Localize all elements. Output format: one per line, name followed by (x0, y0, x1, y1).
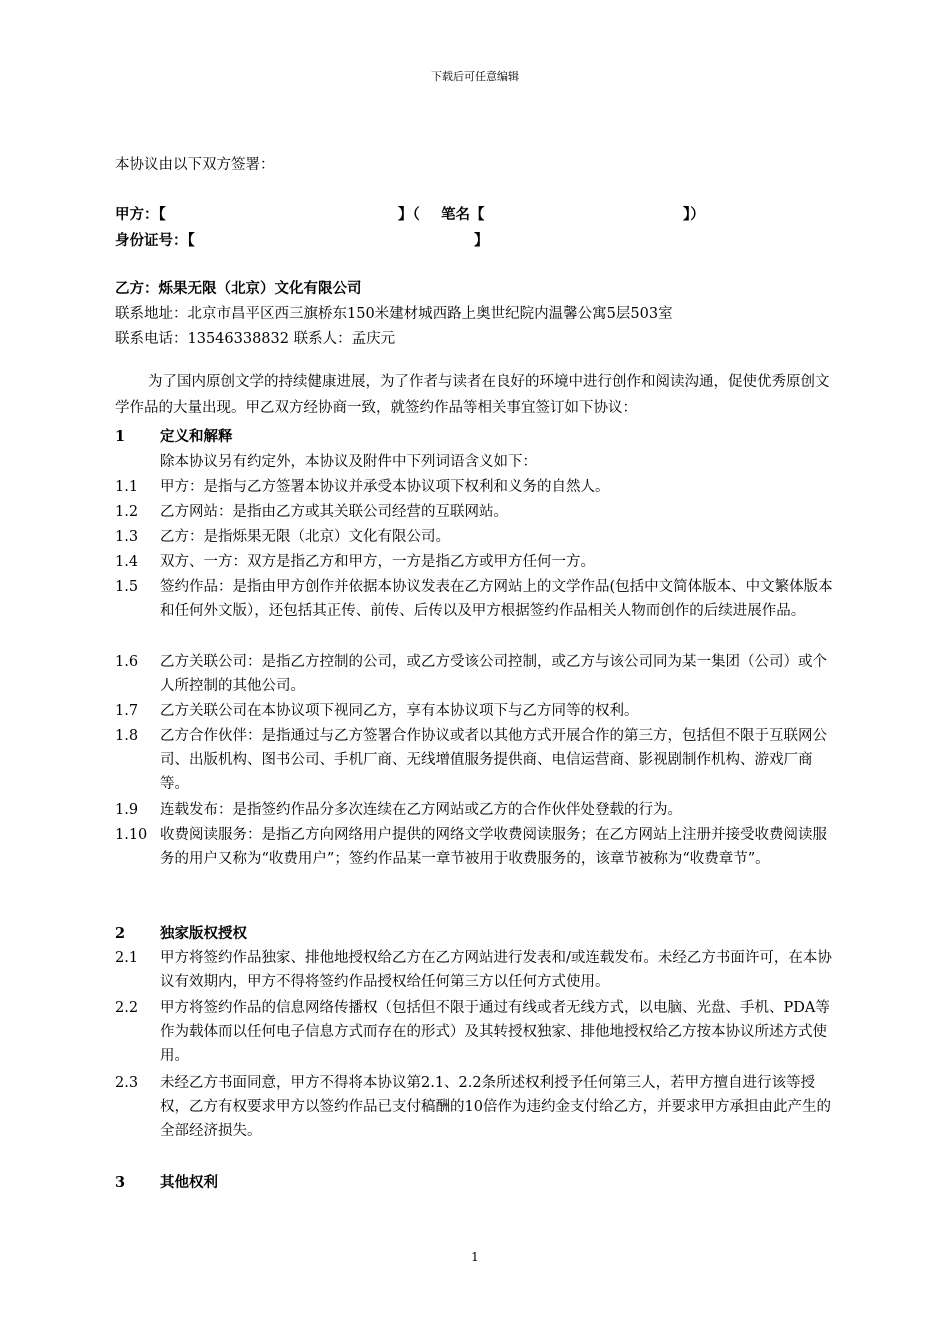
clause-text: 收费阅读服务：是指乙方向网络用户提供的网络文学收费阅读服务；在乙方网站上注册并接受收费阅读服务的用户又称为“收费用户”；签约作品某一章节被用于收费服务的，该章节被称为“收费章节”。 (160, 827, 827, 867)
section-number: 2 (115, 925, 126, 942)
clause-text: 甲方将签约作品独家、排他地授权给乙方在乙方网站进行发表和/或连载发布。未经乙方书面许可，在本协议有效期内，甲方不得将签约作品授权给任何第三方以任何方式使用。 (160, 950, 832, 990)
clause-item (115, 823, 837, 871)
clause-text: 乙方网站：是指由乙方或其关联公司经营的互联网站。 (160, 504, 508, 520)
clause-text: 未经乙方书面同意，甲方不得将本协议第2.1、2.2条所述权利授予任何第三人，若甲方擅自进行该等授权，乙方有权要求甲方以签约作品已支付稿酬的10倍作为违约金支付给乙方，并要求甲方承担由此产生的全部经济损失。 (160, 1075, 831, 1139)
clause-text: 乙方合作伙伴：是指通过与乙方签署合作协议或者以其他方式开展合作的第三方，包括但不限于互联网公司、出版机构、图书公司、手机厂商、无线增值服务提供商、电信运营商、影视剧制作机构、游戏厂商等。 (160, 728, 827, 792)
clause-text: 连载发布：是指签约作品分多次连续在乙方网站或乙方的合作伙伴处登载的行为。 (160, 802, 682, 818)
id-close: 】 (474, 232, 489, 249)
intro-text: 本协议由以下双方签署： (115, 157, 275, 173)
clause-number: 1.7 (115, 703, 139, 719)
clause-text: 签约作品：是指由甲方创作并依据本协议发表在乙方网站上的文学作品(包括中文简体版本、中文繁体版本和任何外文版），还包括其正传、前传、后传以及甲方根据签约作品相关人物而创作的后续进展作品。 (160, 579, 833, 619)
clause-number: 1.6 (115, 654, 139, 670)
clause-text: 乙方：是指烁果无限（北京）文化有限公司。 (160, 529, 450, 545)
clause-text: 甲方：是指与乙方签署本协议并承受本协议项下权利和义务的自然人。 (160, 479, 610, 495)
section-lead (115, 450, 837, 474)
clause-number: 2.1 (115, 950, 139, 966)
page-header: 下载后可任意编辑 (431, 70, 519, 83)
clause-number: 1.9 (115, 802, 139, 818)
penname-close: 】） (683, 206, 705, 223)
party-b-name: 乙方：烁果无限（北京）文化有限公司 (115, 280, 362, 297)
clause-item (115, 475, 837, 499)
clause-number: 1.8 (115, 728, 139, 744)
clause-item (115, 946, 837, 994)
section-heading (115, 425, 837, 449)
clause-item (115, 500, 837, 524)
clause-item (115, 724, 837, 796)
section-number: 1 (115, 428, 126, 445)
clause-number: 1.1 (115, 479, 139, 495)
clause-number: 1.4 (115, 554, 139, 570)
clause-text: 乙方关联公司：是指乙方控制的公司，或乙方受该公司控制，或乙方与该公司同为某一集团（公司）或个人所控制的其他公司。 (160, 654, 827, 694)
clause-item (115, 1071, 837, 1143)
clause-item (115, 575, 837, 623)
clause-text: 甲方将签约作品的信息网络传播权（包括但不限于通过有线或者无线方式，以电脑、光盘、手机、PDA等作为载体而以任何电子信息方式而存在的形式）及其转授权独家、排他地授权给乙方按本协议所述方式使用。 (160, 1000, 830, 1064)
clause-text: 双方、一方：双方是指乙方和甲方，一方是指乙方或甲方任何一方。 (160, 554, 595, 570)
clause-text: 乙方关联公司在本协议项下视同乙方，享有本协议项下与乙方同等的权利。 (160, 703, 639, 719)
section-number: 3 (115, 1174, 126, 1191)
section-title: 独家版权授权 (160, 925, 247, 942)
clause-number: 1.5 (115, 579, 139, 595)
party-a-close: 】（ (398, 206, 420, 223)
clause-item (115, 699, 837, 723)
clause-number: 1.10 (115, 827, 148, 843)
clause-item (115, 996, 837, 1068)
preamble-paragraph: 为了国内原创文学的持续健康进展，为了作者与读者在良好的环境中进行创作和阅读沟通，促使优秀原创文学作品的大量出现。甲乙双方经协商一致，就签约作品等相关事宜签订如下协议： (115, 374, 830, 416)
clause-number: 2.2 (115, 1000, 139, 1016)
id-label: 身份证号：【 (115, 232, 195, 249)
clause-item (115, 650, 837, 698)
party-b-address: 联系地址：北京市昌平区西三旗桥东150米建材城西路上奥世纪院内温馨公寓5层503室 (115, 306, 673, 322)
clause-number: 1.2 (115, 504, 139, 520)
clause-number: 2.3 (115, 1075, 139, 1091)
section-heading (115, 922, 837, 946)
party-a-label: 甲方：【 (115, 206, 166, 223)
penname-label: 笔名【 (441, 206, 485, 223)
page-number: 1 (471, 1250, 479, 1264)
clause-item (115, 550, 837, 574)
section-title: 定义和解释 (160, 428, 233, 445)
section-lead-text: 除本协议另有约定外，本协议及附件中下列词语含义如下： (160, 454, 537, 470)
section-title: 其他权利 (160, 1174, 218, 1191)
clause-number: 1.3 (115, 529, 139, 545)
clause-item (115, 798, 837, 822)
section-heading (115, 1171, 837, 1195)
clause-item (115, 525, 837, 549)
party-b-contact: 联系电话：13546338832 联系人：孟庆元 (115, 331, 396, 347)
